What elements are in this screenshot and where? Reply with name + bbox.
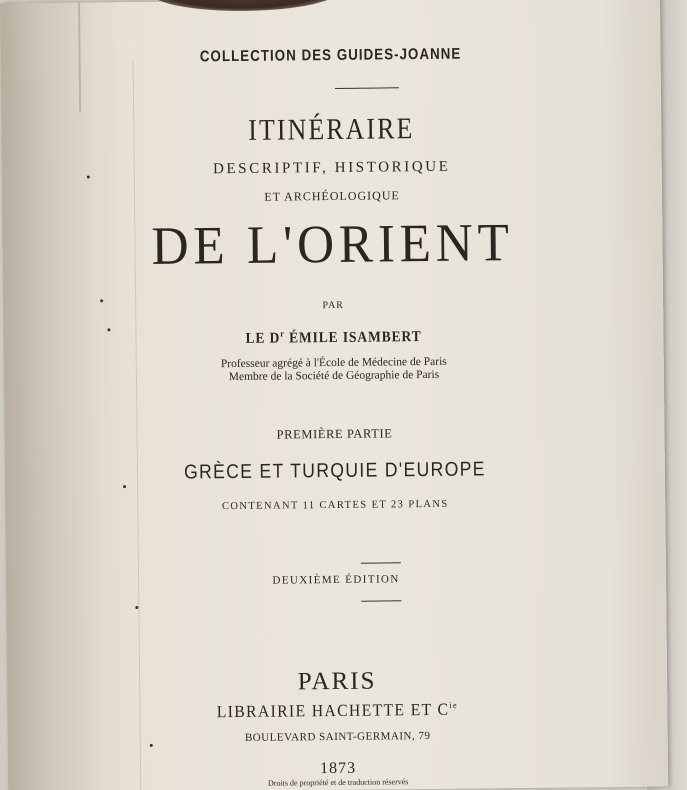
- title-descriptif: DESCRIPTIF, HISTORIQUE: [212, 158, 451, 178]
- author-credential-2: Membre de la Société de Géographie de Paris: [228, 368, 440, 384]
- publisher-name-sup: ie: [449, 700, 459, 711]
- rights-notice: Droits de propriété et de traduction réservés: [267, 777, 409, 788]
- part-label: PREMIÈRE PARTIE: [276, 426, 393, 442]
- thumb-shadow: [150, 0, 340, 12]
- divider-rule: [361, 600, 401, 601]
- main-title: DE L'ORIENT: [151, 212, 514, 276]
- publisher-city: PARIS: [297, 667, 377, 696]
- title-itineraire: ITINÉRAIRE: [248, 112, 415, 147]
- author-full-name: ÉMILE ISAMBERT: [288, 329, 422, 347]
- divider-rule: [361, 562, 401, 563]
- stitch-hole: [135, 606, 138, 609]
- publication-year: 1873: [319, 759, 357, 778]
- collection-title: COLLECTION DES GUIDES-JOANNE: [199, 45, 462, 66]
- publisher-address: BOULEVARD SAINT-GERMAIN, 79: [244, 729, 431, 744]
- title-archeologique: ET ARCHÉOLOGIQUE: [264, 188, 400, 204]
- by-label: PAR: [322, 299, 345, 312]
- edition-label: DEUXIÈME ÉDITION: [272, 573, 400, 587]
- author-prefix-sup: r: [280, 328, 285, 339]
- author-credential-1: Professeur agrégé à l'École de Médecine de Paris: [220, 355, 447, 371]
- publisher-name-text: LIBRAIRIE HACHETTE ET C: [216, 699, 450, 722]
- contents-note: CONTENANT 11 CARTES ET 23 PLANS: [221, 498, 449, 513]
- stitch-hole: [123, 485, 126, 488]
- subtitle: GRÈCE ET TURQUIE D'EUROPE: [183, 458, 486, 484]
- author-prefix: LE D: [245, 330, 281, 347]
- divider-rule: [335, 87, 399, 89]
